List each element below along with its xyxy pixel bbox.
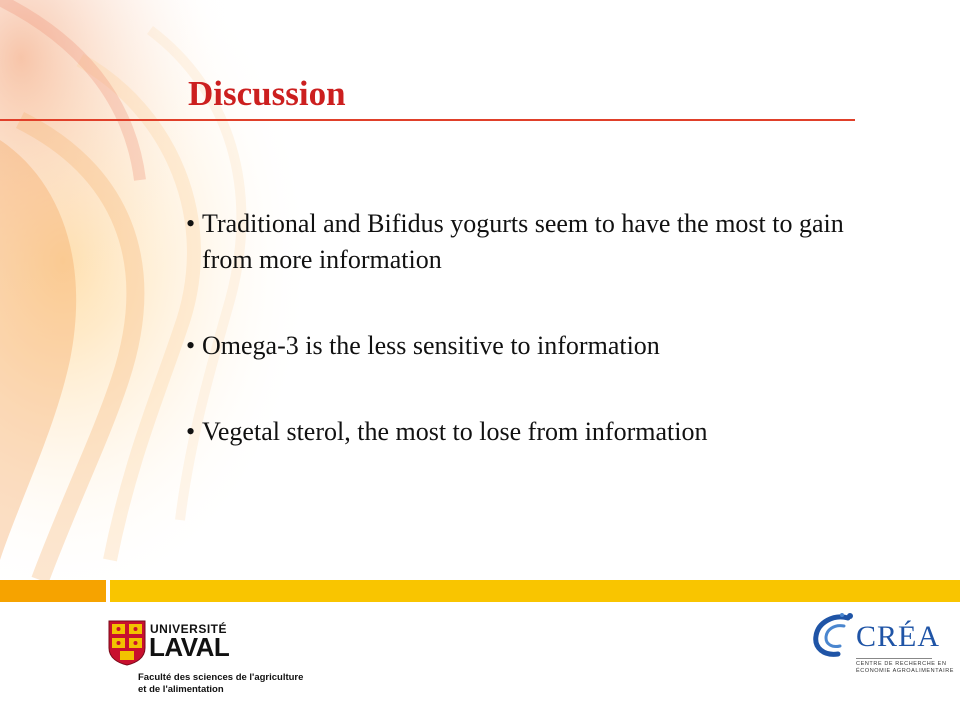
- crea-subtitle-line2: ÉCONOMIE AGROALIMENTAIRE: [856, 668, 955, 674]
- laval-university-label: UNIVERSITÉ: [150, 622, 228, 636]
- slide-title: Discussion: [188, 74, 346, 113]
- crea-swirl-icon: [808, 612, 860, 658]
- crea-subtitle-line1: CENTRE DE RECHERCHE EN: [856, 661, 947, 667]
- bullet-item: • Omega-3 is the less sensitive to information: [186, 328, 846, 364]
- laval-shield-icon: [108, 620, 146, 666]
- bullet-item: • Traditional and Bifidus yogurts seem to have the most to gain from more information: [186, 206, 846, 278]
- bullet-list: [186, 206, 846, 450]
- laval-name-label: LAVAL: [149, 632, 230, 662]
- laval-faculty-line1: Faculté des sciences de l'agriculture: [138, 672, 304, 683]
- laval-faculty-line2: et de l'alimentation: [138, 684, 224, 695]
- footer-banner-left: [0, 580, 106, 602]
- crea-name-label: CRÉA: [856, 620, 941, 653]
- title-divider: [0, 119, 855, 121]
- footer-banner-right: [110, 580, 960, 602]
- crea-divider: [856, 658, 932, 659]
- bullet-item: • Vegetal sterol, the most to lose from information: [186, 414, 846, 450]
